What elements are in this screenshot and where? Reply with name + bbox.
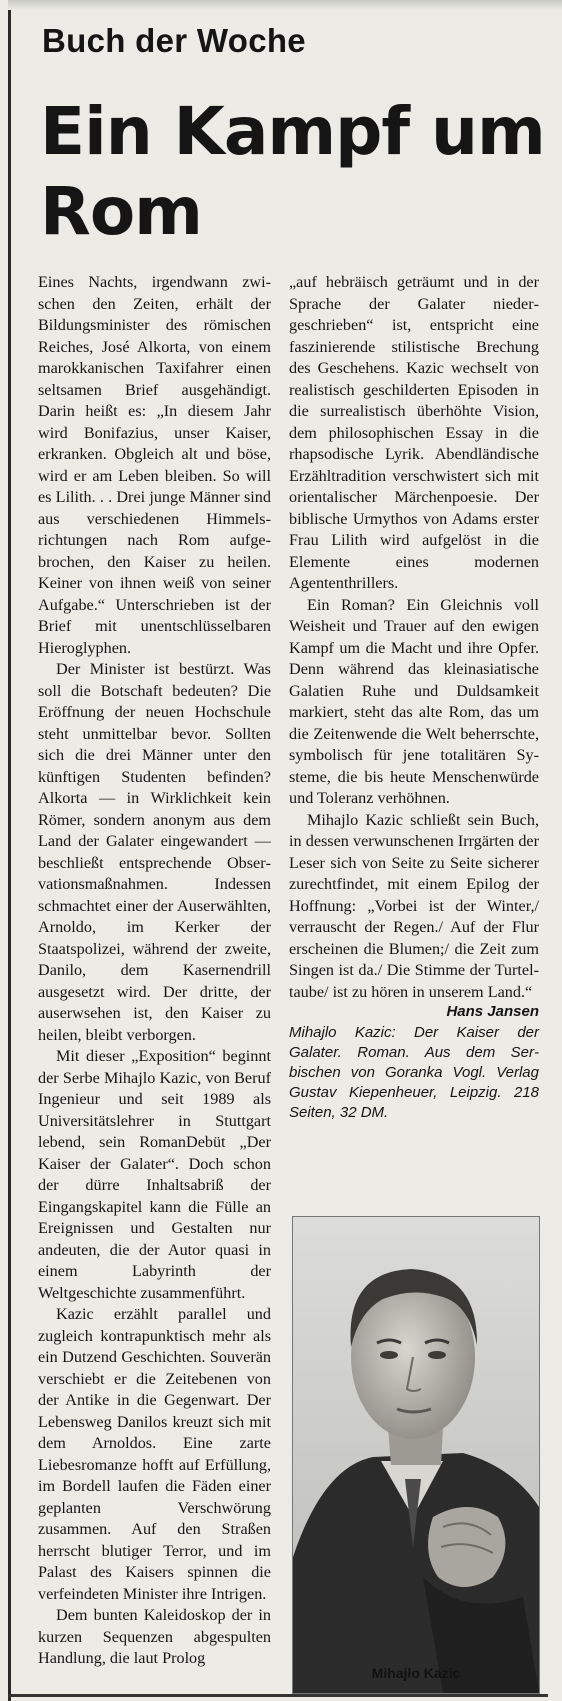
paragraph: Ein Roman? Ein Gleichnis voll Weisheit und Trauer auf den ewigen Kampf um die Macht und ihre Opfer. Denn während das kleinasiatische Galatien Ruhe und Duldsamkeit markiert, steht das alte Rom, das um die Zeitenwende die Welt beherrschte, symbolisch für jene totalitären Systeme, die bis heute Menschenwürde und Toleranz verhöhnen. <box>289 595 539 807</box>
article-column-left <box>38 272 271 1670</box>
paragraph: Dem bunten Kaleidoskop der in kurzen Sequenzen abgespulten Handlung, die laut Prolog <box>38 1606 271 1667</box>
left-column-rule <box>8 0 11 1701</box>
section-kicker: Buch der Woche <box>42 22 306 59</box>
author-photo <box>292 1216 540 1694</box>
paragraph: Mit dieser „Exposition“ beginnt der Serbe Mihajlo Kazic, von Beruf Ingenieur und seit 1989 als Universitätslehrer in Stuttgart lebend, sein RomanDebüt „Der Kaiser der Galater“. Doch schon der dürre Inhaltsabriß der Eingangskapitel kann die Fülle an Ereignissen und Gestalten nur andeuten, die der Autor quasi in einem Labyrinth der Weltgeschichte zusammenführt. <box>38 1047 271 1302</box>
author-byline: Hans Jansen <box>446 1003 539 1020</box>
photo-caption: Mihajlo Kazic <box>371 1665 461 1681</box>
bottom-rule <box>8 1694 548 1697</box>
paragraph: Kazic erzählt parallel und zugleich kontrapunktisch mehr als ein Dutzend Geschichten. Souverän verschiebt er die Zeitebenen von der Antike in die Gegenwart. Der Lebensweg Danilos kreuzt sich mit dem Arnoldos. Eine zarte Liebesromanze hofft auf Erfüllung, im Bordell laufen die Fäden einer geplanten Verschwörung zusammen. Auf den Straßen herrscht blutiger Terror, und im Palast des Kaisers spinnen die verfeindeten Minister ihre Intrigen. <box>38 1305 271 1603</box>
article-column-right <box>289 272 539 1123</box>
paragraph: „auf hebräisch geträumt und in der Sprache der Galater niedergeschrieben“ ist, entspricht eine faszinierende stilistische Brechung des Geschehens. Kazic wechselt von realistisch geschilderten Episoden in die surrealistisch überhöhte Vision, dem philosophischen Essay in die rhapsodische Lyrik. Abendländische Erzähltradition verschwistert sich mit orientalischer Märchenpoesie. Der biblische Urmythos von Adams erster Frau Lilith wird aufgelöst in die Elemente eines modernen Agententhrillers. <box>289 273 539 592</box>
paragraph: Mihajlo Kazic schließt sein Buch, in dessen verwunschenen Irrgärten der Leser sich von Seite zu Seite sicherer zurechtfindet, mit einem Epilog der Hoffnung: „Vorbei ist der Winter,/ verrauscht der Regen./ Auf der Flur erscheinen die Blumen;/ die Zeit zum Singen ist da./ Die Stimme der Turteltaube/ ist zu hören in unserem Land.“ <box>289 810 539 1001</box>
author-portrait-image <box>293 1217 539 1693</box>
article-headline: Ein Kampf um Rom <box>40 93 545 250</box>
paragraph: Eines Nachts, irgendwann zwischen den Zeiten, erhält der Bildungsminister des römischen Reiches, José Alkorta, von einem marokkanischen Taxifahrer einen seltsamen Brief ausgehändigt. Darin heißt es: „In diesem Jahr wird Bonifazius, unser Kaiser, erkranken. Obgleich alt und böse, wird er am Leben bleiben. So will es Lilith. . . Drei junge Männer sind aus verschiedenen Himmelsrichtungen nach Rom aufgebrochen, den Kaiser zu heilen. Keiner von ihnen weiß von seiner Aufgabe.“ Unterschrieben ist der Brief mit unentschlüsselbaren Hieroglyphen. <box>38 273 271 657</box>
paragraph: Der Minister ist bestürzt. Was soll die Botschaft bedeuten? Die Eröffnung der neuen Hochschule steht unmittelbar bevor. Sollten sich die drei Männer unter den künftigen Studenten befinden? Alkorta — in Wirklichkeit kein Römer, sondern anonym aus dem Land der Galater eingewandert — beschließt entsprechende Observationsmaßnahmen. Indessen schmachtet einer der Auserwählten, Arnoldo, im Kerker der Staatspolizei, während der zweite, Danilo, dem Kasernendrill ausgesetzt wird. Der dritte, der auserwsehen ist, den Kaiser zu heilen, bleibt verborgen. <box>38 660 271 1044</box>
book-credits: Mihajlo Kazic: Der Kaiser der Galater. Roman. Aus dem Serbischen von Goranka Vogl. Verlag Gustav Kiepenheuer, Leipzig. 218 Seiten, 32 DM. <box>289 1023 539 1121</box>
top-edge <box>8 0 562 10</box>
